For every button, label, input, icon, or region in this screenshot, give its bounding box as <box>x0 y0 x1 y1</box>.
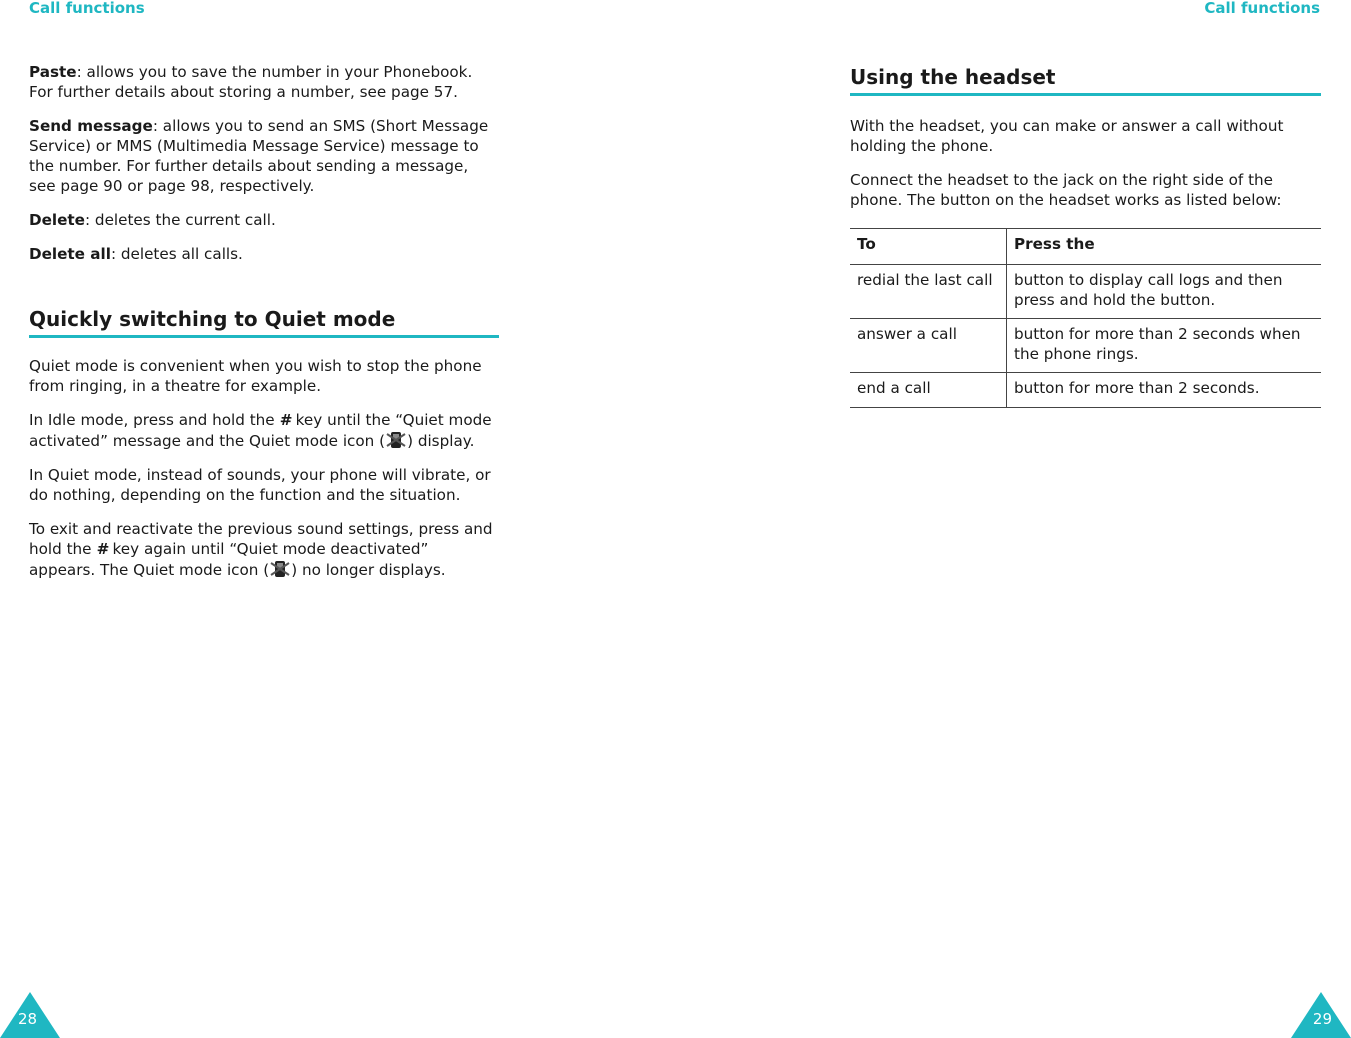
quiet-deactivate-text-c: ) no longer displays. <box>291 561 446 579</box>
table-cell-instruction: button for more than 2 seconds. <box>1007 373 1322 408</box>
running-header-right: Call functions <box>1204 0 1320 17</box>
table-cell-action: answer a call <box>850 319 1007 373</box>
headset-connect: Connect the headset to the jack on the right side of the phone. The button on the headset works as listed below: <box>850 171 1282 209</box>
delete-term: Delete <box>29 211 85 229</box>
delete-definition <box>29 210 499 230</box>
table-header-press: Press the <box>1007 229 1322 265</box>
quiet-activate-text-c: ) display. <box>407 432 475 450</box>
running-header-left: Call functions <box>29 0 145 17</box>
table-header-to: To <box>850 229 1007 265</box>
section-title-headset: Using the headset <box>850 62 1321 96</box>
paste-term: Paste <box>29 63 77 81</box>
quiet-deactivate-paragraph <box>29 519 499 580</box>
send-message-definition <box>29 116 499 196</box>
table-header-row <box>850 229 1321 265</box>
table-row <box>850 265 1321 319</box>
right-page-column <box>850 62 1321 408</box>
paste-definition <box>29 62 499 102</box>
table-cell-instruction: button to display call logs and then press and hold the button. <box>1007 265 1322 319</box>
hash-key-icon: # <box>279 411 293 429</box>
quiet-mode-icon <box>385 430 407 450</box>
send-message-term: Send message <box>29 117 153 135</box>
quiet-activate-paragraph <box>29 410 499 451</box>
delete-all-text: : deletes all calls. <box>110 245 243 263</box>
hash-key-icon: # <box>96 540 110 558</box>
delete-all-term: Delete all <box>29 245 111 263</box>
quiet-behavior-paragraph: In Quiet mode, instead of sounds, your phone will vibrate, or do nothing, depending on the function and the situation. <box>29 466 491 504</box>
quiet-activate-text-b: key until the “Quiet mode activated” message and the Quiet mode icon ( <box>29 411 492 450</box>
headset-intro: With the headset, you can make or answer a call without holding the phone. <box>850 117 1284 155</box>
table-row <box>850 373 1321 408</box>
headset-button-table <box>850 228 1321 408</box>
page-number-right: 29 <box>1312 1010 1332 1028</box>
section-title-quiet-mode: Quickly switching to Quiet mode <box>29 304 499 338</box>
table-cell-action: end a call <box>850 373 1007 408</box>
delete-text: : deletes the current call. <box>84 211 276 229</box>
page-number-left: 28 <box>18 1010 38 1028</box>
quiet-activate-text-a: In Idle mode, press and hold the <box>29 411 275 429</box>
quiet-mode-icon <box>269 559 291 579</box>
quiet-deactivate-text-b: key again until “Quiet mode deactivated” appears. The Quiet mode icon ( <box>29 540 429 579</box>
quiet-deactivate-text-a: To exit and reactivate the previous sound settings, press and hold the <box>29 520 493 558</box>
table-cell-instruction: button for more than 2 seconds when the phone rings. <box>1007 319 1322 373</box>
send-message-text: : allows you to send an SMS (Short Message Service) or MMS (Multimedia Message Service) message to the number. For further details about sending a message, see page 90 or page 98, respectively. <box>29 117 489 195</box>
paste-text: : allows you to save the number in your Phonebook. For further details about storing a number, see page 57. <box>29 63 473 101</box>
left-page-column <box>29 62 499 594</box>
delete-all-definition <box>29 244 499 264</box>
table-row <box>850 319 1321 373</box>
quiet-intro: Quiet mode is convenient when you wish to stop the phone from ringing, in a theatre for example. <box>29 357 482 395</box>
table-cell-action: redial the last call <box>850 265 1007 319</box>
